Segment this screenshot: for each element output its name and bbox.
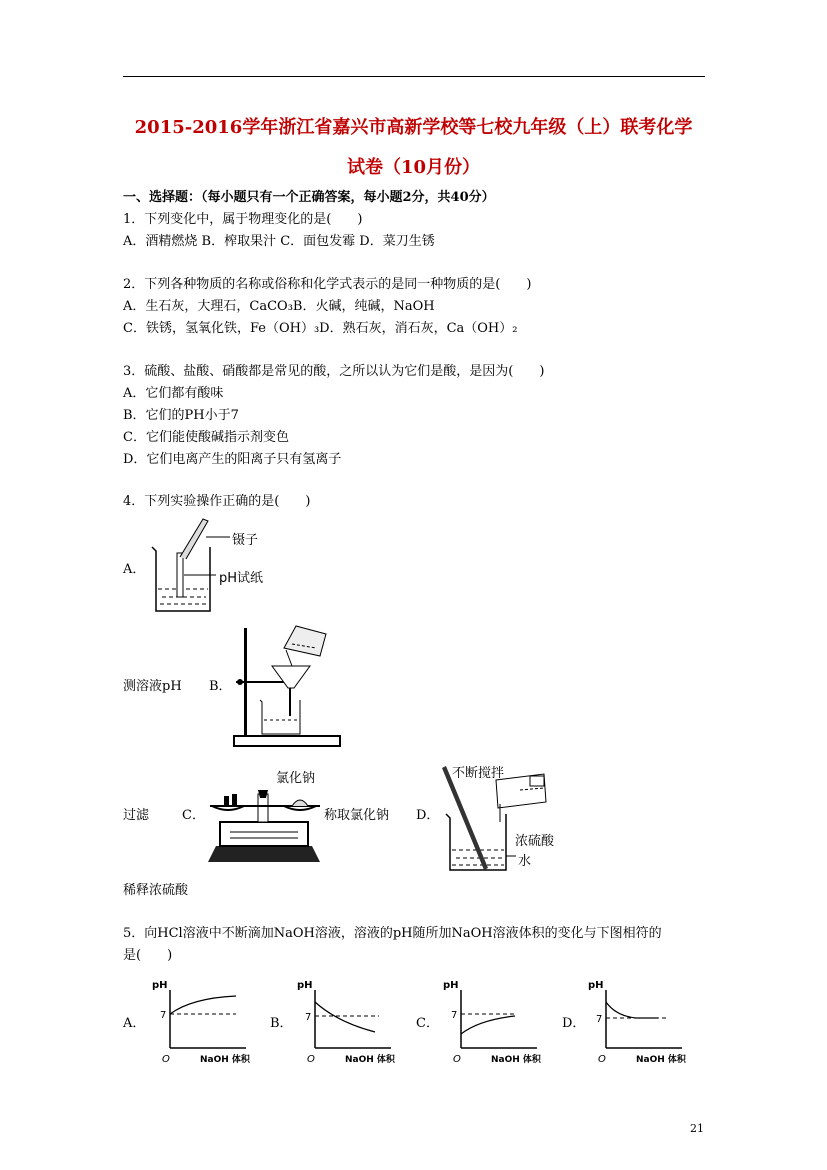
q4-stem: 4．下列实验操作正确的是( ) <box>123 494 311 509</box>
seven-tick: 7 <box>305 1012 312 1023</box>
seven-tick: 7 <box>160 1010 167 1021</box>
ph-paper-label: pH试纸 <box>219 571 264 586</box>
q5-graph-a-label: A． <box>123 1016 146 1031</box>
seven-tick: 7 <box>596 1014 603 1025</box>
water-label: 水 <box>518 854 532 869</box>
ylabel: pH <box>443 980 459 991</box>
filtration-illustration <box>232 620 352 750</box>
q2-options-ab: A．生石灰，大理石，CaCO₃B．火碱，纯碱，NaOH <box>123 299 435 314</box>
q1-stem: 1．下列变化中，属于物理变化的是( ) <box>123 212 363 227</box>
xlabel: NaOH 体积 <box>200 1055 250 1065</box>
q5-stem-line-1: 5．向HCl溶液中不断滴加NaOH溶液，溶液的pH随所加NaOH溶液体积的变化与下图相符的 <box>123 926 662 941</box>
q4-d-caption: 稀释浓硫酸 <box>123 883 189 898</box>
ylabel: pH <box>152 980 168 991</box>
header-rule <box>123 76 705 77</box>
q5-graph-d-label: D． <box>562 1016 586 1031</box>
ylabel: pH <box>297 980 313 991</box>
title-line-1: 2015-2016学年浙江省嘉兴市高新学校等七校九年级（上）联考化学 <box>134 117 693 138</box>
q5-graph-b-label: B． <box>270 1016 293 1031</box>
q5-graph-c-label: C． <box>416 1016 439 1031</box>
ylabel: pH <box>588 980 604 991</box>
q3-option-c: C．它们能使酸碱指示剂变色 <box>123 430 289 445</box>
q4-b-caption: 过滤 <box>123 808 150 823</box>
seven-tick: 7 <box>451 1010 458 1021</box>
tweezers-label: 镊子 <box>232 533 259 548</box>
xlabel: NaOH 体积 <box>491 1055 541 1065</box>
ph-graph-d <box>584 976 694 1068</box>
origin: O <box>598 1054 606 1065</box>
q3-option-d: D．它们电离产生的阳离子只有氢离子 <box>123 452 342 467</box>
q4-a-label: A． <box>123 562 146 577</box>
q3-option-a: A．它们都有酸味 <box>123 386 224 401</box>
origin: O <box>453 1054 461 1065</box>
ph-graph-b <box>293 976 403 1068</box>
q2-options-cd: C．铁锈，氢氧化铁，Fe（OH）₃D．熟石灰，消石灰，Ca（OH）₂ <box>123 321 518 336</box>
ph-graph-a <box>148 976 258 1068</box>
stir-label: 不断搅拌 <box>452 766 505 781</box>
section-heading: 一、选择题：（每小题只有一个正确答案，每小题2分，共40分） <box>123 190 495 205</box>
q4-c-caption: 称取氯化钠 <box>324 808 390 823</box>
xlabel: NaOH 体积 <box>345 1055 395 1065</box>
q1-options: A．酒精燃烧 B．榨取果汁 C．面包发霉 D．菜刀生锈 <box>123 234 435 249</box>
q2-stem: 2．下列各种物质的名称或俗称和化学式表示的是同一种物质的是( ) <box>123 277 532 292</box>
ph-test-illustration <box>148 515 278 615</box>
q3-option-b: B．它们的PH小于7 <box>123 408 239 423</box>
origin: O <box>162 1054 170 1065</box>
q5-stem-line-2: 是( ) <box>123 948 173 963</box>
q4-a-caption: 测溶液pH <box>123 679 182 694</box>
conc-acid-label: 浓硫酸 <box>515 834 555 849</box>
page-number: 21 <box>690 1122 704 1135</box>
q3-stem: 3．硫酸、盐酸、硝酸都是常见的酸，之所以认为它们是酸，是因为( ) <box>123 364 545 379</box>
title-line-2: 试卷（10月份） <box>346 157 481 178</box>
q4-c-label: C． <box>182 808 205 823</box>
ph-graph-c <box>439 976 549 1068</box>
sodium-chloride-label: 氯化钠 <box>276 771 316 786</box>
q4-b-label: B． <box>209 679 232 694</box>
origin: O <box>307 1054 315 1065</box>
q4-d-label: D． <box>416 808 440 823</box>
xlabel: NaOH 体积 <box>636 1055 686 1065</box>
